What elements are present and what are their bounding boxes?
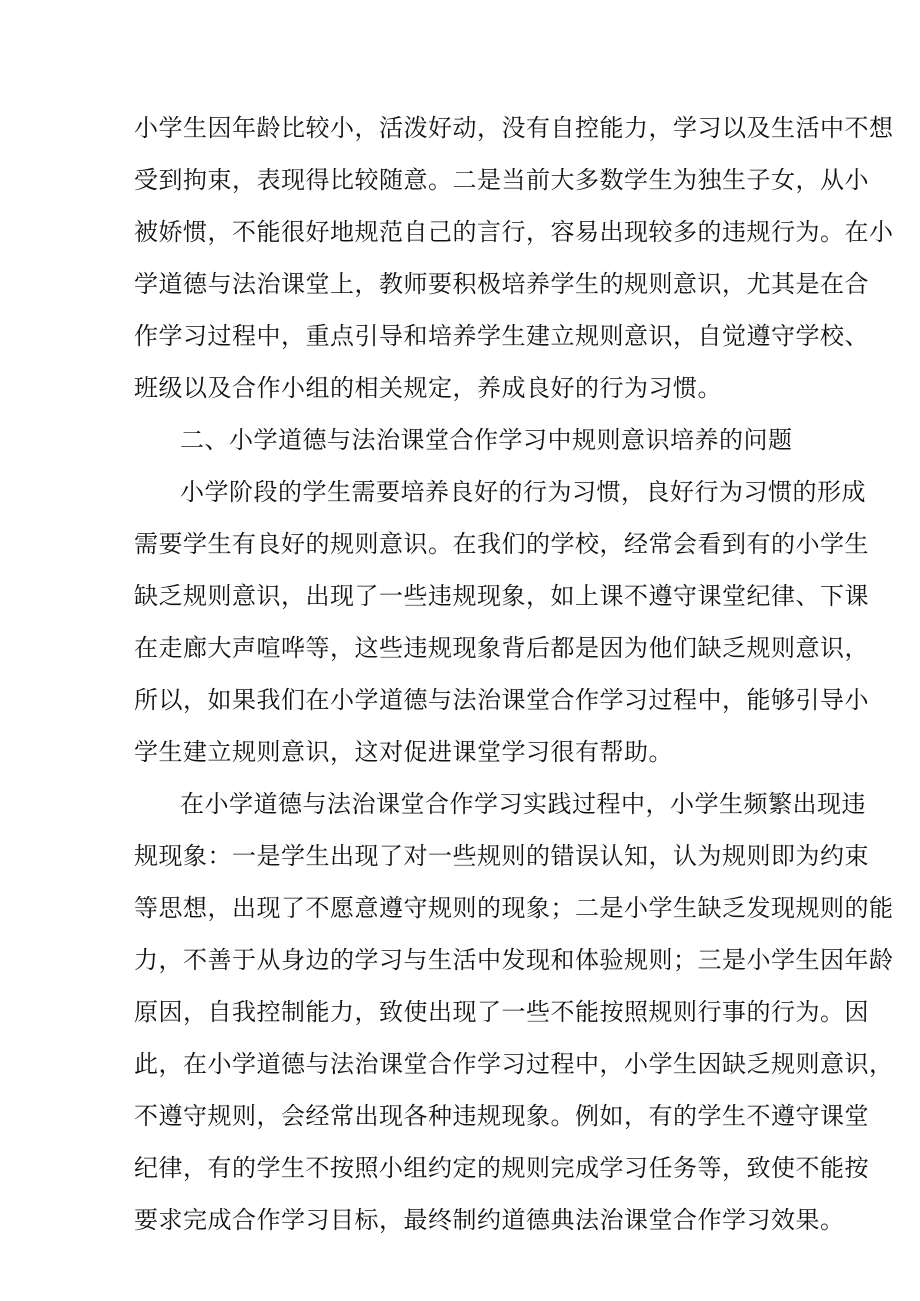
text-line: 不遵守规则，会经常出现各种违规现象。例如，有的学生不遵守课堂: [134, 1102, 869, 1130]
section-heading: 二、小学道德与法治课堂合作学习中规则意识培养的问题: [180, 426, 793, 454]
text-line: 受到拘束，表现得比较随意。二是当前大多数学生为独生子女，从小: [134, 166, 869, 194]
text-line: 此，在小学道德与法治课堂合作学习过程中，小学生因缺乏规则意识，: [134, 1050, 894, 1078]
text-line: 学道德与法治课堂上，教师要积极培养学生的规则意识，尤其是在合: [134, 270, 869, 298]
text-line: 小学生因年龄比较小，活泼好动，没有自控能力，学习以及生活中不想: [134, 114, 894, 142]
text-line: 纪律，有的学生不按照小组约定的规则完成学习任务等，致使不能按: [134, 1154, 869, 1182]
text-line: 要求完成合作学习目标，最终制约道德典法治课堂合作学习效果。: [134, 1206, 845, 1234]
text-line: 力，不善于从身边的学习与生活中发现和体验规则；三是小学生因年龄: [134, 946, 894, 974]
text-line: 等思想，出现了不愿意遵守规则的现象；二是小学生缺乏发现规则的能: [134, 894, 894, 922]
text-line: 所以，如果我们在小学道德与法治课堂合作学习过程中，能够引导小: [134, 686, 869, 714]
text-line: 班级以及合作小组的相关规定，养成良好的行为习惯。: [134, 374, 722, 402]
text-line: 缺乏规则意识，出现了一些违规现象，如上课不遵守课堂纪律、下课: [134, 582, 869, 610]
text-line: 规现象：一是学生出现了对一些规则的错误认知，认为规则即为约束: [134, 842, 869, 870]
text-line: 需要学生有良好的规则意识。在我们的学校，经常会看到有的小学生: [134, 530, 869, 558]
text-line: 在走廊大声喧哗等，这些违规现象背后都是因为他们缺乏规则意识，: [134, 634, 869, 662]
text-line: 作学习过程中，重点引导和培养学生建立规则意识，自觉遵守学校、: [134, 322, 869, 350]
text-line: 原因，自我控制能力，致使出现了一些不能按照规则行事的行为。因: [134, 998, 869, 1026]
text-line: 小学阶段的学生需要培养良好的行为习惯，良好行为习惯的形成: [180, 478, 866, 506]
text-line: 学生建立规则意识，这对促进课堂学习很有帮助。: [134, 738, 673, 766]
text-line: 在小学道德与法治课堂合作学习实践过程中，小学生频繁出现违: [180, 790, 866, 818]
text-line: 被娇惯，不能很好地规范自己的言行，容易出现较多的违规行为。在小: [134, 218, 894, 246]
